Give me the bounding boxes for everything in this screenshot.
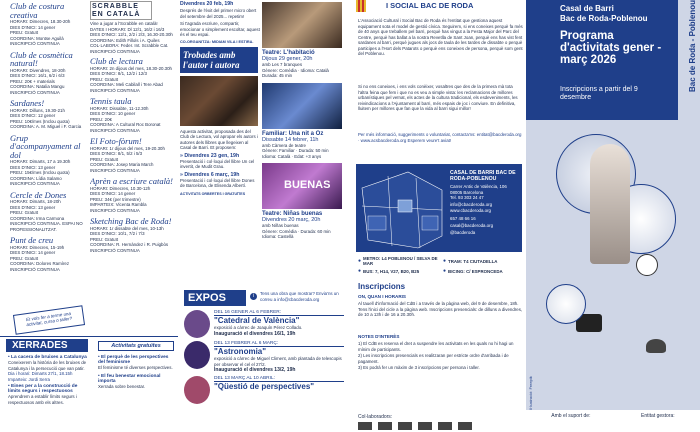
cover-side-title: Bac de Roda - Poblenou [688, 0, 697, 93]
scrabble-tiles: SCRABBLE EN CATALÀ [90, 1, 152, 20]
micro-coorganitza: CO-ORGANITZA: MIDIAM VILA I ESTIRA. [180, 39, 254, 44]
cover-programa: Programa d'activitats gener - març 2026 [560, 30, 662, 66]
expo-thumb [184, 341, 210, 369]
theatre-line: Idioma: Català · Edat: +3 anys [262, 153, 322, 159]
activity-block [10, 236, 86, 272]
expo-thumb [184, 376, 210, 404]
scrabble-details [90, 21, 178, 54]
inscripcions-text: Al tauell d'informació del CdB i a través de la pàgina web, del 9 de desembre, 18h. Tens l'inici del cicle a la pàgina web. Inscripcions presencials: de dilluns a divendres, de 10 a 13h i de 16 a 20.30h. [358, 301, 523, 317]
expo-range: DEL 13 FEBRER AL 6 MARÇ: [214, 341, 344, 347]
xerrada-title: • Eines per a la construcció de límits segurs i respectuosos [8, 384, 78, 394]
scrabble-line: Vine a jugar a l'Scrabble en català! [90, 21, 158, 27]
trobades-banner: Trobades amb l'autor i autora [180, 47, 258, 73]
map-title: CASAL DE BARRI BAC DE RODA-POBLENOU [450, 170, 516, 182]
theatre-title: Teatre: L'habitació [262, 50, 315, 56]
theatre-line: Gènere: Comèdia · Idioma: Català [262, 67, 329, 73]
cover-panel [526, 0, 700, 432]
expo-range: DEL 16 GENER AL 6 FEBRER: [214, 310, 344, 316]
activity-line: COORDINA: Dolores Ramírez [10, 261, 70, 266]
entity-p2: Si no ens coneixes, i ens vols conèixer, vosaltres que des de la primera mà tota l'altra feina que fem i que no es veu a simple vista: les reclamacions de millores urbanístiques pel veïnat, els actes de la cultura tradicional, els esdeveniments, les reivindicacions a l'Ajuntament al barri, més espais de joc i conviure. En definitiva, lluitem per millores que fan que la vida al barri sigui millor! [358, 84, 518, 111]
buenas-label: BUENAS [284, 179, 331, 191]
activity-title: Tennis taula [90, 96, 132, 107]
activity-block [90, 177, 178, 213]
activity-title: Sardanes! [10, 98, 45, 108]
column-5 [350, 0, 526, 432]
expo-inaug: Inauguració el divendres 16/1, 19h [214, 330, 296, 337]
lectura-footer: ACTIVITATS ORBERTES I GRATUÏTES [180, 191, 246, 196]
lect-date: » Divendres 6 març, 19h [180, 171, 240, 178]
activity-line: COORDINA: A. M. Miguel i F. Garcia [10, 124, 82, 129]
expo-inaug: Inauguració el divendres 13/2, 19h [214, 367, 296, 373]
activity-title: Club de costura creativa [10, 1, 65, 20]
activity-line: INSCRIPCIÓ CONTINUA. ESPAI NO PROFESSIONALITZAT. [10, 221, 83, 232]
activity-line: HORARI: 1r dissabte del mes, 10-13h [90, 225, 164, 231]
activity-line: PREU: 20€ + materials [10, 78, 55, 84]
map-web[interactable]: www.cbacderoda.org [450, 208, 492, 213]
activity-line: INSCRIPCIÓ CONTINUA [10, 181, 60, 186]
lect-date: » Divendres 23 gen, 19h [180, 152, 240, 159]
activity-block [90, 137, 178, 173]
cover-credit: Il·lustració: Freepik [528, 376, 533, 410]
activity-line: HORARI: Dimecres, 10.30-12h [90, 185, 151, 191]
col1-sections [0, 0, 90, 272]
activity-line: HORARI: Dissabte, 11-12.30h [90, 105, 149, 111]
theatre-title: Teatre: Niñas buenas [262, 211, 323, 217]
theatre-line: Durada: 45 min [262, 73, 293, 78]
expo-body [214, 310, 344, 338]
activity-line: COORDINA: A Cultural Roc Boronat [90, 122, 161, 128]
transport-label: BICING: C/ ESPRONCEDA [448, 268, 503, 274]
activity-line: PREU: 10€/mes (Inclou quota) [10, 118, 70, 124]
activity-line: INSCRIPCIÓ CONTINUA [90, 207, 140, 213]
activity-line: COORDINA: Josep Maria March [90, 162, 154, 168]
activity-line: DIES D'INICI: 16/1, 6/2 i 6/3 [10, 73, 65, 78]
scrabble-line: COORDINA: Edith Fillols i A. Quiles [90, 37, 160, 43]
expos-list [184, 310, 344, 407]
activity-line: INSCRIPCIÓ CONTINUA [10, 89, 60, 95]
activity-block [90, 57, 178, 93]
lectura-events [180, 153, 260, 189]
cover-casal: Casal de Barri [560, 4, 614, 13]
cover-inscripcions: Inscripcions a partir del 9 desembre [560, 86, 638, 101]
activity-line: DIES D'INICI: 13 gener [10, 204, 56, 210]
transport-list [358, 256, 524, 274]
transport-icon: ● [358, 268, 362, 274]
theatre-list [262, 2, 344, 240]
theatre-date: Dijous 29 gener, 20h [262, 56, 313, 62]
inscripcions-sub: ON, QUAN I HORARIS [358, 294, 406, 299]
lectura-photo [180, 76, 258, 126]
expo-body [214, 341, 344, 373]
activity-line: PREU: 20€ [90, 116, 112, 122]
activity-line: DIES D'INICI: 8/1, 12/2 i 12/3 [90, 71, 147, 77]
notes-title: NOTES D'INTERÈS [358, 334, 400, 339]
expo-thumb [184, 310, 210, 338]
micro-text-2: Si t'agrada escriure, compartir, emocionar o simplement escoltar, aquest és el teu espai. [180, 21, 260, 37]
activity-line: DIES D'INICI: 14 gener [90, 191, 136, 197]
entity-title: I SOCIAL BAC DE RODA [386, 1, 474, 10]
expos-note: Tens una obra que mostrar? Envia'ns un correu a info@cbacderoda.org [260, 291, 339, 302]
scrabble-line: COL·LABORA: Feder. Int. Scrabble Cat. [90, 43, 169, 49]
expo-item [184, 341, 344, 373]
theatre-line: Gènere: Comèdia · Durada: 60 min [262, 228, 331, 234]
lect-text: Presentació i col·loqui del llibre Un cel invertit, de Mudit Grau. [180, 158, 255, 169]
expo-desc: exposició a càrrec de Miguel Climent, amb plantada de telescopis per observar el cel el 27/2. [214, 356, 342, 367]
transport-item [358, 268, 439, 274]
transport-icon: ● [443, 268, 447, 274]
activity-title: El Foto-fòrum! [90, 136, 142, 147]
activity-line: DIES D'INICI: 14 gener [10, 250, 56, 255]
activity-line: PREU: Gratuït [10, 210, 39, 215]
activity-line: HORARI: Divendres, 18-20h [10, 67, 66, 73]
map-card [356, 164, 522, 252]
map-instagram[interactable]: @bacderoda [450, 230, 476, 235]
activity-title: Club de lectura [90, 56, 143, 67]
activity-title: Aprèn a escriure català! [90, 176, 174, 187]
theatre-line: amb Càmera de teatre [262, 142, 306, 148]
activity-block [10, 2, 86, 47]
activity-line: HORARI: Dimarts, 17 a 19.30h [10, 159, 71, 164]
entity-p3: Per més informació, suggeriments o voluntariat, contacta'ns: entitat@bacderoda.org · www.acsbacderoda.org Esperem veure't aviat! [358, 132, 522, 143]
activity-line: HORARI: Dilluns, 19.30-21h [10, 107, 65, 113]
col2-sections [90, 54, 178, 253]
transport-item [358, 256, 439, 266]
column-4 [262, 0, 344, 288]
cover-bac: Bac de Roda-Poblenou [560, 14, 648, 23]
notes-list [358, 341, 524, 372]
activity-line: COORDINA: Lídia Salamo [10, 175, 62, 181]
lect-text: Presentació i col·loqui del llibre Dones de Barcelona, de Elisenda Albertí. [180, 177, 255, 188]
lectura-desc: Aquesta activitat, proposada des del Club de Lectura, vol apropar els autors i autores dels llibres que llegeixen al Casal de Barri. Et proposem: [180, 128, 258, 150]
xerrada-date: Dia i horari: Dimarts 27/1, 18.15h [8, 371, 73, 376]
activity-block [10, 191, 86, 233]
cover-footer-suport: Amb el suport de: [551, 413, 591, 419]
activity-block [90, 97, 178, 133]
transport-item [443, 256, 524, 266]
theatre-photo [262, 83, 342, 129]
expos-section [180, 288, 346, 432]
activity-line: PREU: 34€ (per trimestre) [90, 196, 141, 202]
scrabble-line: INSCRIPCIÓ CONTINUA [90, 48, 140, 54]
cover-ball-icon [636, 254, 658, 276]
theatre-title: Familiar: Una nit a Oz [262, 130, 324, 137]
expo-name: "Qüestió de perspectives" [214, 382, 315, 391]
activity-line: INSCRIPCIÓ CONTINUA [90, 247, 140, 253]
micro-date: Divendres 20 feb, 19h [180, 1, 234, 7]
activity-line: PREU: Gratuït [10, 30, 39, 35]
transport-icon: ● [358, 258, 362, 264]
map-phone: Tel. 93 303 24 47 [450, 195, 484, 200]
note-item: 2) Les inscripcions presencials es realitzaran per estricte ordre d'arribada i de pagament. [358, 353, 509, 364]
act-title: • El perquè de les perspectives del feminisme [98, 355, 169, 365]
expo-range: DEL 13 MARÇ AL 10 ABRIL: [214, 376, 344, 382]
activity-line: COORDINA: Meli Cabilall i Tere Abad [90, 82, 163, 88]
activity-line: INSCRIPCIÓ CONTINUA [90, 87, 140, 93]
act-title: • El feu benestar emocional importa [98, 373, 161, 384]
activity-line: INSCRIPCIÓ CONTINUA [90, 167, 140, 173]
expos-info-icon: i [250, 293, 257, 300]
activity-line: COORDINA: Natalia Mangu [10, 84, 65, 89]
map-whatsapp: 657 48 66 16 [450, 216, 476, 221]
map-mail[interactable]: casal@bacderoda.org [450, 223, 494, 228]
activity-line: COORDINA: Irma Carmona [10, 215, 65, 221]
activity-line: DIES D'INICI: 10 gener [90, 111, 136, 117]
xerrades-section [0, 336, 178, 432]
cover-footer-gestora: Entitat gestora: [641, 413, 675, 419]
collab-label: Col·laboradors: [358, 414, 393, 420]
xerrades-banner: XERRADES [6, 339, 88, 352]
activity-block [90, 217, 178, 253]
expo-name: "Astronomia" [214, 347, 267, 356]
note-item: 3) Es podrà fer un màxim de 3 inscripcions per persona i taller. [358, 365, 480, 370]
activity-line: PREU: 15€/mes (Inclou quota) [10, 170, 70, 175]
activity-line: HORARI: 1r dijous del mes, 19-20.30h [90, 145, 165, 151]
activity-line: DIES D'INICI: 13 gener [10, 164, 56, 170]
scrabble-line: DIES D'INICI: 12/1, 2/2 i 2/3, 16.30-20.30h [90, 32, 173, 38]
transport-item [443, 268, 524, 274]
scrabble-line: DATES I HORARI: Dl 12/1, 16/2 i 16/3 [90, 26, 165, 32]
location-map [358, 166, 444, 250]
cover-collage [536, 124, 690, 404]
xerrada-title: • La cacera de bruixes a Catalunya [8, 355, 87, 360]
inscripcions-title: Inscripcions [358, 282, 406, 291]
theatre-date: Divendres 20 març, 20h [262, 217, 321, 223]
activity-line: PREU: Gratuït [90, 236, 119, 242]
transport-icon: ● [443, 258, 447, 264]
transport-label: METRO: L4 POBLENOU / SELVA DE MAR [363, 256, 438, 266]
activity-block [10, 51, 86, 96]
transport-label: TRAM: T4 CIUTADELLA [448, 258, 498, 264]
activity-line: IMPARTEIX: Vicenta Rambla [90, 202, 147, 208]
theatre-line: amb Les 7 branques [262, 62, 303, 67]
activitats-gratuites-tag: Activitats gratuïtes [98, 341, 174, 351]
theatre-line: Idioma: Castellà [262, 234, 294, 239]
transport-label: BUS: 7, H14, V27, B20, B25 [363, 268, 420, 274]
activity-block [10, 99, 86, 130]
theatre-date: Dissabte 14 febrer, 11h [262, 136, 319, 143]
activity-title: Sketching Bac de Roda! [90, 216, 172, 227]
expo-item [184, 376, 344, 404]
xerrades-list [8, 355, 90, 405]
activity-title: Grup d'acompanyament al dol [10, 132, 81, 160]
activity-title: Cercle de Dones [10, 189, 67, 200]
activity-line: INSCRIPCIÓ CONTINUA [90, 127, 140, 133]
activity-line: DIES D'INICI: 10/1, 7/2 i 7/3 [90, 231, 145, 237]
activity-title: Club de cosmètica natural! [10, 49, 73, 68]
act-desc: El feminisme té diverses perspectives. [98, 365, 173, 370]
theatre-line: amb Niñas buenas [262, 223, 299, 228]
entity-p1: L'Associació Cultural i Social Bac de Roda és l'entitat que gestiona aquest equipament sota el model de gestió cívica. Seguirem, si ens coneixes perquè fa més de 40 anys que treballem pel barri, perquè has vingut a la Festa Major del Parc del Centre, perquè has ballat a la nostra Revetlla de Sant Joan, perquè ens has vist fent sardanes al barri, perquè jugues als jocs de taula de les tardes de dissabte o perquè participes a l'Hort dels Patarots o perquè ens coneixes de persona, perquè som gent del Poblenou. [358, 18, 523, 56]
activity-block [10, 134, 86, 187]
activity-line: DIES D'INICI: 12 gener [10, 113, 56, 118]
note-item: 1) El CdB es reserva el dret a suspendre les activitats en les quals no hi hagi un mínim de participants. [358, 341, 514, 352]
micro-text: Després de l'èxit del primer micro obert del setembre del 2025... repetim! [180, 8, 257, 19]
cover-bubble [546, 284, 586, 324]
activity-line: PREU: Gratuït [10, 255, 39, 261]
activity-line: HORARI: Dimecres, 18.30-20h [10, 19, 71, 24]
activitats-list [98, 355, 176, 392]
theatre-photo [262, 2, 342, 48]
activity-line: INSCRIPCIÓ CONTINUA [10, 41, 60, 46]
map-address: Carrer Antic de València, 106 08005 Barcelona [450, 184, 507, 195]
activity-line: INSCRIPCIÓ CONTINUA [10, 266, 60, 272]
cover-butterfly-icon [646, 339, 666, 353]
xerrada-desc: Aprendrem a establir límits segurs i respectuosos amb els altres. [8, 394, 77, 405]
activity-line: HORARI: Dimecres, 15-19h [10, 244, 65, 250]
cover-footer [526, 410, 700, 432]
activity-line: HORARI: Dimarts, 18-20h [10, 199, 61, 204]
activity-line: COORDINA: R. Hernàndez i R. Puigbòs [90, 242, 169, 248]
activity-line: DIES D'INICI: 8/1, 5/2 i 5/3 [90, 151, 143, 157]
activity-line: COORDINA: Montse Aguilà [10, 35, 64, 41]
expos-banner: EXPOS [184, 290, 246, 306]
expo-desc: exposició a càrrec de Joaquín Pérez Collado. [214, 325, 303, 330]
collab-logos [358, 422, 478, 430]
theatre-photo [262, 163, 342, 209]
expo-body [214, 376, 344, 404]
act-desc: Xerrada sobre benestar. [98, 383, 146, 389]
cover-figure [590, 144, 630, 264]
expo-item [184, 310, 344, 338]
xerrada-ponent: Imparteix: Jordi Serra [8, 376, 50, 382]
expo-name: "Catedral de València" [214, 316, 300, 325]
activity-line: PREU: Gratuït [90, 156, 119, 162]
theatre-line: Gènere: Familiar · Durada: 50 min [262, 148, 329, 153]
activity-line: PREU: Gratuït [90, 76, 119, 82]
sticker: Et vols fer a terme una activitat, cursa o taller? [13, 305, 85, 335]
activity-line: HORARI: 2n dijous del mes, 18.30-20.30h [90, 65, 173, 71]
xerrada-desc: Coneixerem la història de les bruixes de Catalunya i la persecució que van patir. [8, 360, 87, 371]
activity-title: Punt de creu [10, 235, 54, 245]
entity-logo [356, 0, 366, 12]
map-email[interactable]: info@cbacderoda.org [450, 202, 493, 207]
activity-line: DIES D'INICI: 14 gener [10, 24, 56, 30]
column-3 [180, 0, 260, 288]
